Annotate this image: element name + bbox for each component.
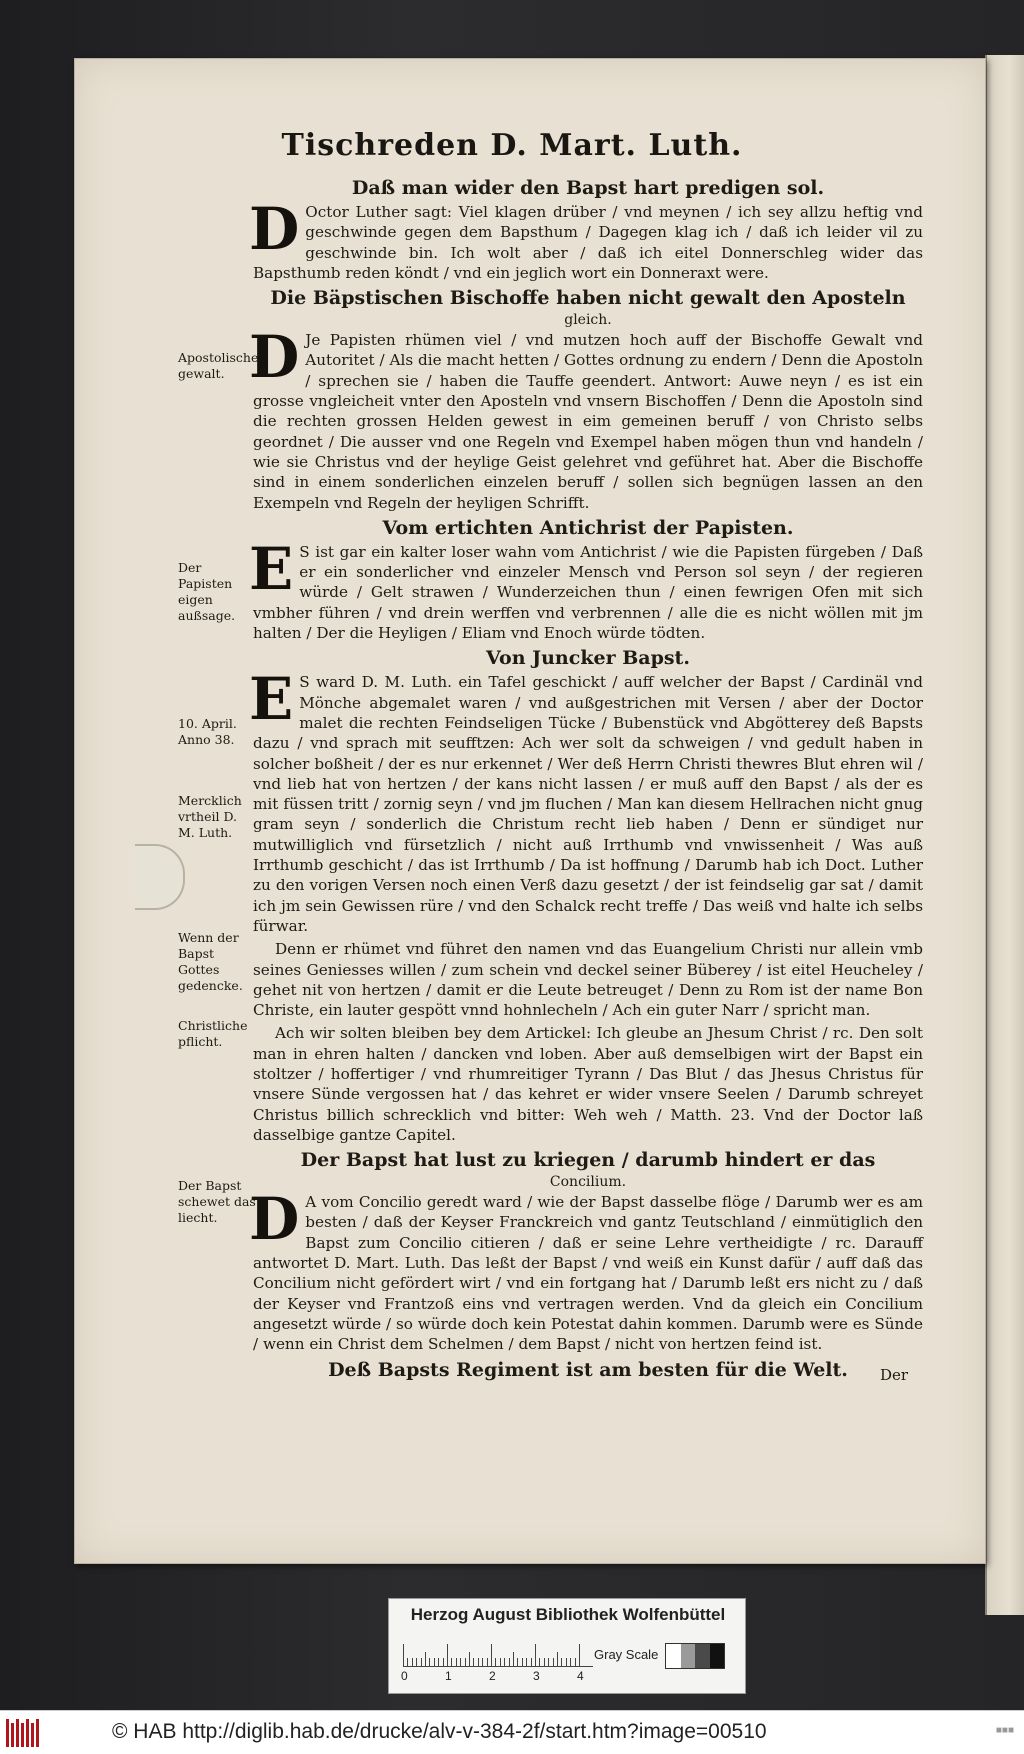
logo-bar [11, 1723, 14, 1747]
logo-bar [6, 1719, 9, 1747]
ruler-tick [544, 1658, 545, 1666]
section-paragraph: E S ward D. M. Luth. ein Tafel geschickt / auff welcher der Bapst / Cardinäl vnd Mönche abgemalet waren / vnd außgestrichen mit Versen / aber der Doctor malet die rechten Feindseligen Tücke / Bubenstück vnd Abgötterey deß Bapsts dazu / vnd sprach mit seufftzen: Ach wer solt da schweigen / vnd gedult haben in solcher boßheit / der es nur erkennet / Wer deß Herrn Christi thewres Blut ehren wil / vnd lieb hat von hertzen / der kans nicht lassen / er muß auff den Bapst / als der es mit füssen tritt / zornig seyn / vnd jm fluchen / Man kan diesem Hellrachen nicht gnug gram seyn / sonderlich die Christum recht lieb haben / Denn er sündiget nur mutwilliglich vnd fürsetzlich / nicht auß Irrthumb vnd vnwissenheit / Was auß Irrthumb geschicht / das ist Irrthumb / Da ist hoffnung / Darumb hab ich Doct. Luther zu den vorigen Versen noch einen Verß dazu gesetzt / der ist feindselig gar sat / damit ich jm sein Gewissen rüre / vnd den Schalck recht treffe / Das weiß vnd halte ich selbs fürwar. [249, 665, 923, 935]
facing-page-edge [985, 55, 1024, 1615]
ruler-tick [495, 1658, 496, 1666]
section-paragraph: Denn er rhümet vnd führet den namen vnd das Euangelium Christi nur allein vmb seines Geniesses willen / zum schein vnd deckel seiner Büberey / ist eitel Heucheley / gehet nit von hertzen / damit er die Leute betreuget / Denn zu Rom ist der name Bon Christe, ein lauter gespött vnnd hohnlecheln / Ach ein guter Narr / spricht man. [253, 940, 923, 1020]
section-paragraph: E S ist gar ein kalter loser wahn vom Antichrist / wie die Papisten fürgeben / Daß er ein sonderlicher vnd einzeler Mensch vnd Person sol seyn / der regieren würde / Gelt strawen / Wunderzeichen thun / einen fewrigen Ofen mit sich vmbher führen / vnd drein werffen vnd verbrennen / alle die es nicht wöllen mit jm halten / Der die Heyligen / Eliam vnd Enoch würde tödten. [249, 534, 923, 643]
section-heading: Deß Bapsts Regiment ist am besten für die Welt. [328, 1358, 848, 1381]
running-head: Tischreden D. Mart. Luth. [281, 128, 743, 163]
ruler-tick [531, 1658, 532, 1666]
section-heading: Von Juncker Bapst. [486, 647, 690, 670]
ruler-tick [539, 1658, 540, 1666]
ruler-tick [403, 1644, 404, 1666]
section-heading: Der Bapst hat lust zu kriegen / darumb hindert er das Concilium. [253, 1148, 923, 1191]
ruler-tick [526, 1658, 527, 1666]
section-heading: Vom ertichten Antichrist der Papisten. [382, 516, 794, 539]
margin-note: Mercklich vrtheil D. M. Luth. [178, 793, 242, 840]
section-paragraph: D Je Papisten rhümen viel / vnd mutzen hoch auff der Bischoffe Gewalt vnd Autoritet / Als die macht hetten / Gottes ordnung zu endern / Denn die Apostoln / sprechen sie / haben die Tauffe geendert. Antwort: Auwe neyn / es ist ein grosse vngleicheit vnter den Aposteln vnd vnsern Bischoffen / Denn die Apostoln sind die rechten grossen Helden gewest in eim gemeinen beruff / von Christo selbs geordnet / Die ausser vnd one Regeln vnd Exempel haben mögen thun vnd handeln / wie sie Christus vnd der heylige Geist gelehret vnd geführet hat. Aber die Bischoffe sind in einem sonderlichen einzelen beruff / sollen sich begnügen lassen an den Exempeln vnd Regeln der heyligen Schrifft. [249, 323, 923, 512]
hab-logo-icon [6, 1719, 46, 1747]
ruler-tick [504, 1658, 505, 1666]
ruler-tick [557, 1652, 558, 1666]
catchword: Der [880, 1366, 909, 1384]
gray-swatch [681, 1644, 696, 1668]
ruler-tick [469, 1652, 470, 1666]
drop-initial: E [249, 534, 294, 603]
scale-number: 3 [533, 1669, 540, 1683]
section-heading: Daß man wider den Bapst hart predigen sol. [351, 177, 825, 199]
ruler-tick [438, 1658, 439, 1666]
gray-swatch [695, 1644, 710, 1668]
ruler-tick [491, 1644, 492, 1666]
margin-note: 10. April. Anno 38. [178, 716, 237, 747]
margin-note: Wenn der Bapst Gottes gedencke. [178, 930, 243, 993]
scale-number: 1 [445, 1669, 452, 1683]
gray-swatch [666, 1644, 681, 1668]
ruler-tick [473, 1658, 474, 1666]
logo-bar [21, 1723, 24, 1747]
ruler-tick [500, 1658, 501, 1666]
footer-mark: ■■■ [995, 1725, 1014, 1736]
section-paragraph: D A vom Concilio geredt ward / wie der Bapst dasselbe flöge / Darumb wer es am besten / daß der Keyser Franckreich vnd gantz Teutschland / einmütiglich den Bapst zum Concilio citieren / daß er seine Lehre vertheidigte / rc. Darauff antwortet D. Mart. Luth. Das leßt der Bapst / vnd weiß ein Kunst dafür / auff daß das Concilium nicht gefördert wirt / vnd ein fortgang hat / Darumb leßt ers nicht zu / daß der Keyser vnd Frantzoß eins vnd vertragen werden. Vnd da gleich ein Concilium angesetzt würde / so würde doch kein Potestat dahin kommen. Darumb were es Sünde / wenn ein Christ dem Schelmen / dem Bapst / nicht von hertzen feind ist. [249, 1185, 923, 1354]
ruler-tick [416, 1658, 417, 1666]
section-heading: Die Bäpstischen Bischoffe haben nicht gewalt den Aposteln gleich. [253, 286, 923, 329]
gray-swatch [710, 1644, 725, 1668]
ruler-tick [553, 1658, 554, 1666]
footer-citation[interactable]: © HAB http://diglib.hab.de/drucke/alv-v-384-2f/start.htm?image=00510 [112, 1720, 767, 1743]
margin-note: Apostolische gewalt. [178, 350, 259, 381]
ruler-tick [566, 1658, 567, 1666]
drop-initial: D [249, 323, 300, 392]
gray-scale-swatches [665, 1643, 725, 1669]
section-paragraph: Ach wir solten bleiben bey dem Artickel: Ich gleube an Jhesum Christ / rc. Den solt man in ehren halten / dancken vnd loben. Aber auß demselbigen wirt der Bapst ein stoltzer / hoffertiger / vnd rhumreitiger Tyrann / Das Blut / das Jhesus Christus für vnsere Sünde vergossen hat / das kehret er wider vnsere Seelen / Darumb schreyet Christus billich schrecklich vnd bitter: Weh weh / Matth. 23. Vnd der Doctor laß dasselbige gantze Capitel. [253, 1024, 923, 1144]
logo-bar [31, 1723, 34, 1747]
ruler-tick [456, 1658, 457, 1666]
ruler-tick [451, 1658, 452, 1666]
margin-note: Der Papisten eigen außsage. [178, 560, 236, 623]
section-heading-sub: gleich. [564, 312, 612, 329]
ruler-tick [460, 1658, 461, 1666]
ruler-tick [443, 1658, 444, 1666]
ruler-tick [434, 1658, 435, 1666]
page-clip [135, 844, 185, 910]
ruler-tick [517, 1658, 518, 1666]
ruler-tick [482, 1658, 483, 1666]
scale-number: 0 [401, 1669, 408, 1683]
text-column [249, 174, 923, 1384]
scale-number: 4 [577, 1669, 584, 1683]
ruler-tick [487, 1658, 488, 1666]
ruler-tick [575, 1658, 576, 1666]
ruler-tick [522, 1658, 523, 1666]
ruler-tick [535, 1644, 536, 1666]
margin-note: Christliche pflicht. [178, 1018, 248, 1049]
ruler-tick [412, 1658, 413, 1666]
ruler-tick [561, 1658, 562, 1666]
ruler-tick [513, 1652, 514, 1666]
ruler-tick [407, 1658, 408, 1666]
ruler-tick [579, 1644, 580, 1666]
scale-number: 2 [489, 1669, 496, 1683]
card-title: Herzog August Bibliothek Wolfenbüttel [410, 1605, 726, 1624]
ruler-tick [429, 1658, 430, 1666]
logo-bar [26, 1719, 29, 1747]
section-paragraph: D Octor Luther sagt: Viel klagen drüber / vnd meynen / ich sey allzu heftig vnd geschwinde gegen dem Bapsthum / Dagegen klag ich / daß ich leider vil zu geschwinde bin. Ich wolt aber / daß ich eitel Donnerschleg wider das Bapsthumb reden köndt / vnd ein jeglich wort ein Donneraxt were. [249, 195, 923, 282]
scale-ruler [403, 1637, 593, 1667]
ruler-tick [548, 1658, 549, 1666]
gray-scale-label: Gray Scale [594, 1647, 659, 1662]
section-heading-sub: Concilium. [549, 1174, 627, 1191]
ruler-tick [421, 1658, 422, 1666]
color-calibration-card [388, 1598, 746, 1694]
drop-initial: E [249, 665, 294, 734]
ruler-tick [447, 1644, 448, 1666]
drop-initial: D [249, 1185, 300, 1254]
ruler-tick [509, 1658, 510, 1666]
ruler-tick [425, 1652, 426, 1666]
margin-note: Der Bapst schewet das liecht. [178, 1178, 256, 1225]
logo-bar [16, 1719, 19, 1747]
footer-bar [0, 1710, 1024, 1754]
ruler-tick [570, 1658, 571, 1666]
drop-initial: D [249, 195, 300, 263]
ruler-tick [478, 1658, 479, 1666]
ruler-tick [465, 1658, 466, 1666]
logo-bar [36, 1719, 39, 1747]
